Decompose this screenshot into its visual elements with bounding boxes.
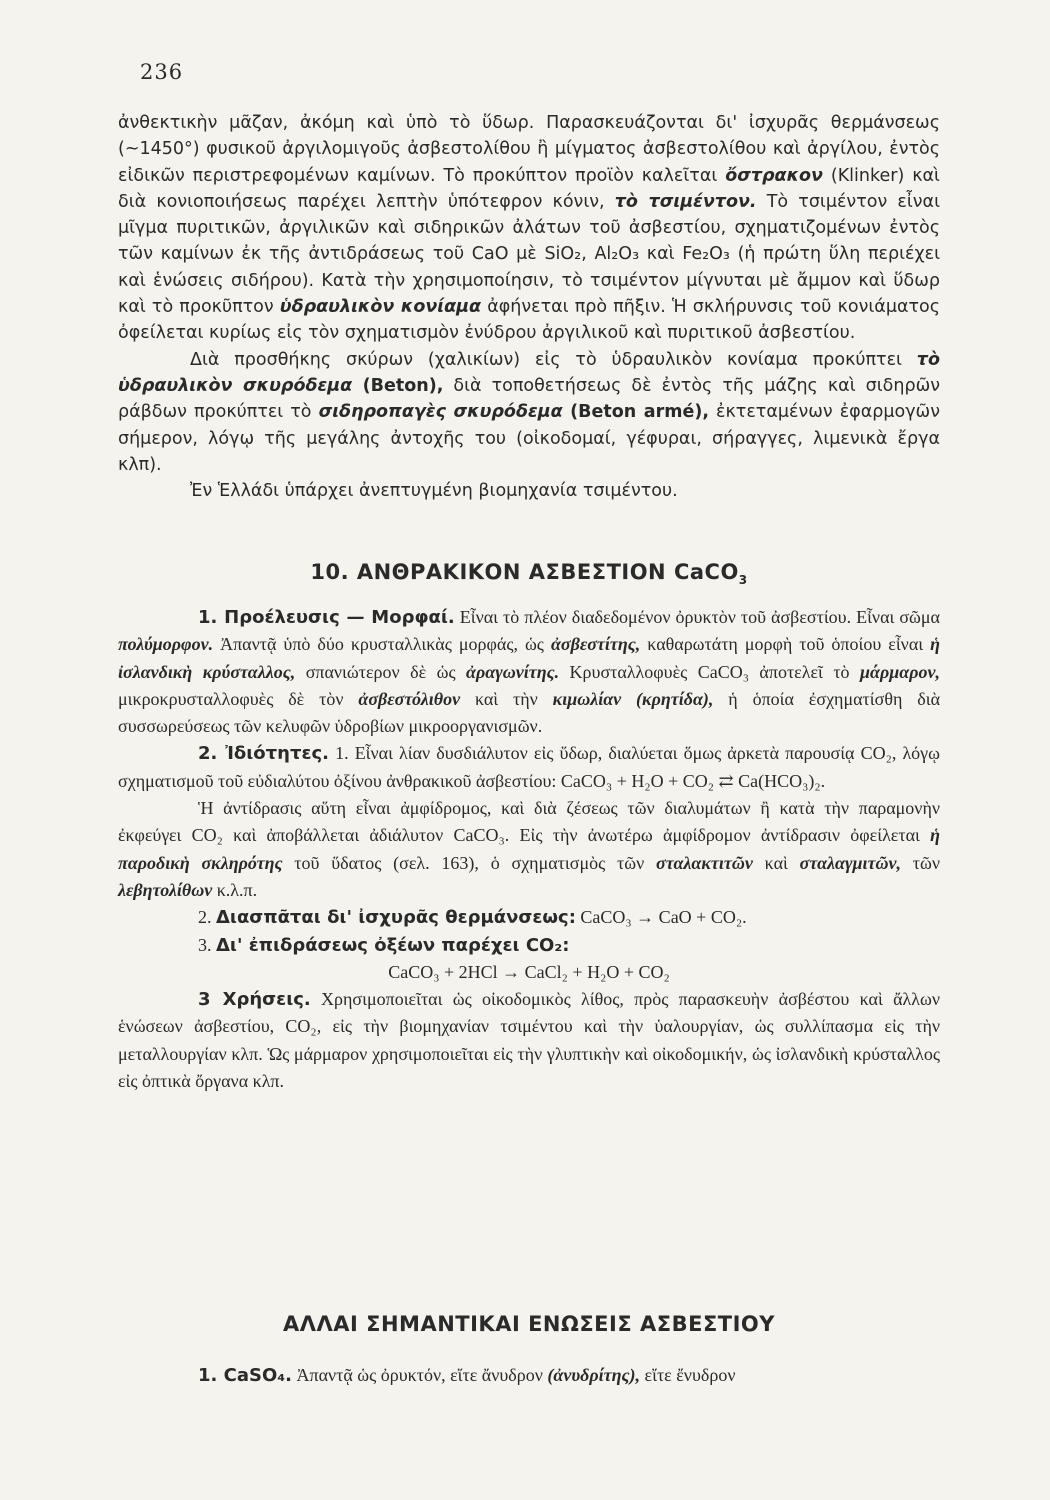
subsection-provenance: 1. Προέλευσις — Μορφαί. Εἶναι τὸ πλέον διαδεδομένον ὀρυκτὸν τοῦ ἀσβεστίου. Εἶναι σῶμα πολύμορφον. Ἀπαντᾷ ὑπὸ δύο κρυσταλλικὰς μορφάς, ὡς ἀσβεστίτης, καθαρωτάτη μορφὴ τοῦ ὁποίου εἶναι ἡ ἰσλανδικὴ κρύσταλλος, σπανιώτερον δὲ ὡς ἀραγωνίτης. Κρυσταλλοφυὲς CaCO₃ ἀποτελεῖ τὸ μάρμαρον, μικροκρυσταλλοφυὲς δὲ τὸν ἀσβεστόλιθον καὶ τὴν κιμωλίαν (κρητίδα), ἡ ὁποία ἐσχηματίσθη διὰ συσσωρεύσεως τῶν κελυφῶν ὑδροβίων μικροοργανισμῶν. bbox=[118, 607, 940, 737]
section-other-body bbox=[118, 1362, 940, 1389]
property-acids: 3. Δι' ἐπιδράσεως ὀξέων παρέχει CO₂: bbox=[198, 934, 570, 956]
paragraph-cement: ἀνθεκτικὴν μᾶζαν, ἀκόμη καὶ ὑπὸ τὸ ὕδωρ. Παρασκευάζονται δι' ἰσχυρᾶς θερμάνσεως (~1450°) φυσικοῦ ἀργιλομιγοῦς ἀσβεστολίθου ἢ μίγματος ἀσβεστολίθου καὶ ἀργίλου, ἐντὸς εἰδικῶν περιστρεφομένων καμίνων. Τὸ προκύπτον προϊὸν καλεῖται ὄστρακον (Klinker) καὶ διὰ κονιοποιήσεως παρέχει λεπτὴν ὑπότεφρον κόνιν, τὸ τσιμέντον. Τὸ τσιμέντον εἶναι μῖγμα πυριτικῶν, ἀργιλικῶν καὶ σιδηρικῶν ἀλάτων τοῦ ἀσβεστίου, σχηματιζομένων ἐντὸς τῶν καμίνων ἐκ τῆς ἀντιδράσεως τοῦ CaO μὲ SiO₂, Al₂O₃ καὶ Fe₂O₃ (ἡ πρώτη ὕλη περιέχει καὶ ἑνώσεις σιδήρου). Κατὰ τὴν χρησιμοποίησιν, τὸ τσιμέντον μίγνυται μὲ ἄμμον καὶ ὕδωρ καὶ τὸ προκῦπτον ὑδραυλικὸν κονίαμα ἀφήνεται πρὸ πῆξιν. Ἡ σκλήρυνσις τοῦ κονιάματος ὀφείλεται κυρίως εἰς τὸν σχηματισμὸν ἐνύδρου ἀργιλικοῦ καὶ πυριτικοῦ ἀσβεστίου. bbox=[118, 113, 941, 344]
intro-text bbox=[118, 110, 940, 504]
section-other-heading: ΑΛΛΑΙ ΣΗΜΑΝΤΙΚΑΙ ΕΝΩΣΕΙΣ ΑΣΒΕΣΤΙΟΥ bbox=[283, 1312, 775, 1336]
subsection-properties: 2. Ἰδιότητες. 1. Εἶναι λίαν δυσδιάλυτον εἰς ὕδωρ, διαλύεται ὅμως ἀρκετὰ παρουσίᾳ CO₂, λόγῳ σχηματισμοῦ τοῦ εὐδιαλύτου ὀξίνου ἀνθρακικοῦ ἀσβεστίου: CaCO₃ + H₂O + CO₂ ⇄ Ca(HCO₃)₂. bbox=[118, 743, 940, 791]
paragraph-beton: Διὰ προσθήκης σκύρων (χαλικίων) εἰς τὸ ὑδραυλικὸν κονίαμα προκύπτει τὸ ὑδραυλικὸν σκυρόδεμα (Beton), διὰ τοποθετήσεως δὲ ἐντὸς τῆς μάζης καὶ σιδηρῶν ράβδων προκύπτει τὸ σιδηροπαγὲς σκυρόδεμα (Beton armé), ἐκτεταμένων ἐφαρμογῶν σήμερον, λόγῳ τῆς μεγάλης ἀντοχῆς του (οἰκοδομαί, γέφυραι, σήραγγες, λιμενικὰ ἔργα κλπ). bbox=[118, 349, 940, 475]
equation-hcl: CaCO₃ + 2HCl → CaCl₂ + H₂O + CO₂ bbox=[388, 961, 670, 982]
section-10-heading: 10. ΑΝΘΡΑΚΙΚΟΝ ΑΣΒΕΣΤΙΟΝ CaCO$_3$ bbox=[310, 560, 748, 588]
property-decomposition: 2. Διασπᾶται δι' ἰσχυρᾶς θερμάνσεως: CaCO₃ → CaO + CO₂. bbox=[198, 907, 747, 929]
page-number: 236 bbox=[140, 60, 184, 84]
subsection-uses: 3 Χρήσεις. Χρησιμοποιεῖται ὡς οἰκοδομικὸς λίθος, πρὸς παρασκευὴν ἀσβέστου καὶ ἄλλων ἑνώσεων ἀσβεστίου, CO₂, εἰς τὴν βιομηχανίαν τσιμέντου καὶ τὴν ὑαλουργίαν, ὡς συλλίπασμα εἰς τὴν μεταλλουργίαν κλπ. Ὡς μάρμαρον χρησιμοποιεῖται εἰς τὴν γλυπτικὴν καὶ οἰκοδομικήν, ὡς ἰσλανδικὴ κρύσταλλος εἰς ὀπτικὰ ὄργανα κλπ. bbox=[118, 989, 940, 1092]
section-10-body bbox=[118, 604, 940, 1095]
paragraph-reaction: Ἡ ἀντίδρασις αὕτη εἶναι ἀμφίδρομος, καὶ διὰ ζέσεως τῶν διαλυμάτων ἢ κατὰ τὴν παραμονὴν ἐκφεύγει CO₂ καὶ ἀποβάλλεται ἀδιάλυτον CaCO₃. Εἰς τὴν ἀνωτέρω ἀμφίδρομον ἀντίδρασιν ὀφείλεται ἡ παροδικὴ σκληρότης τοῦ ὕδατος (σελ. 163), ὁ σχηματισμὸς τῶν σταλακτιτῶν καὶ σταλαγμιτῶν, τῶν λεβητολίθων κ.λ.π. bbox=[118, 798, 940, 900]
term-ostrakon: ὄστρακον bbox=[725, 165, 823, 186]
term-tsimenton: τὸ τσιμέντον. bbox=[614, 191, 757, 212]
term-skyrodema: τὸ ὑδραυλικὸν σκυρόδεμα bbox=[118, 349, 940, 396]
paragraph-industry: Ἐν Ἑλλάδι ὑπάρχει ἀνεπτυγμένη βιομηχανία τσιμέντου. bbox=[190, 481, 678, 502]
term-konima: ὑδραυλικὸν κονίαμα bbox=[279, 297, 482, 318]
subsection-caso4: 1. CaSO₄. Ἀπαντᾷ ὡς ὀρυκτόν, εἴτε ἄνυδρον (ἀνυδρίτης), εἴτε ἔνυδρον bbox=[198, 1365, 736, 1386]
term-siderpages: σιδηροπαγὲς σκυρόδεμα bbox=[318, 402, 563, 423]
